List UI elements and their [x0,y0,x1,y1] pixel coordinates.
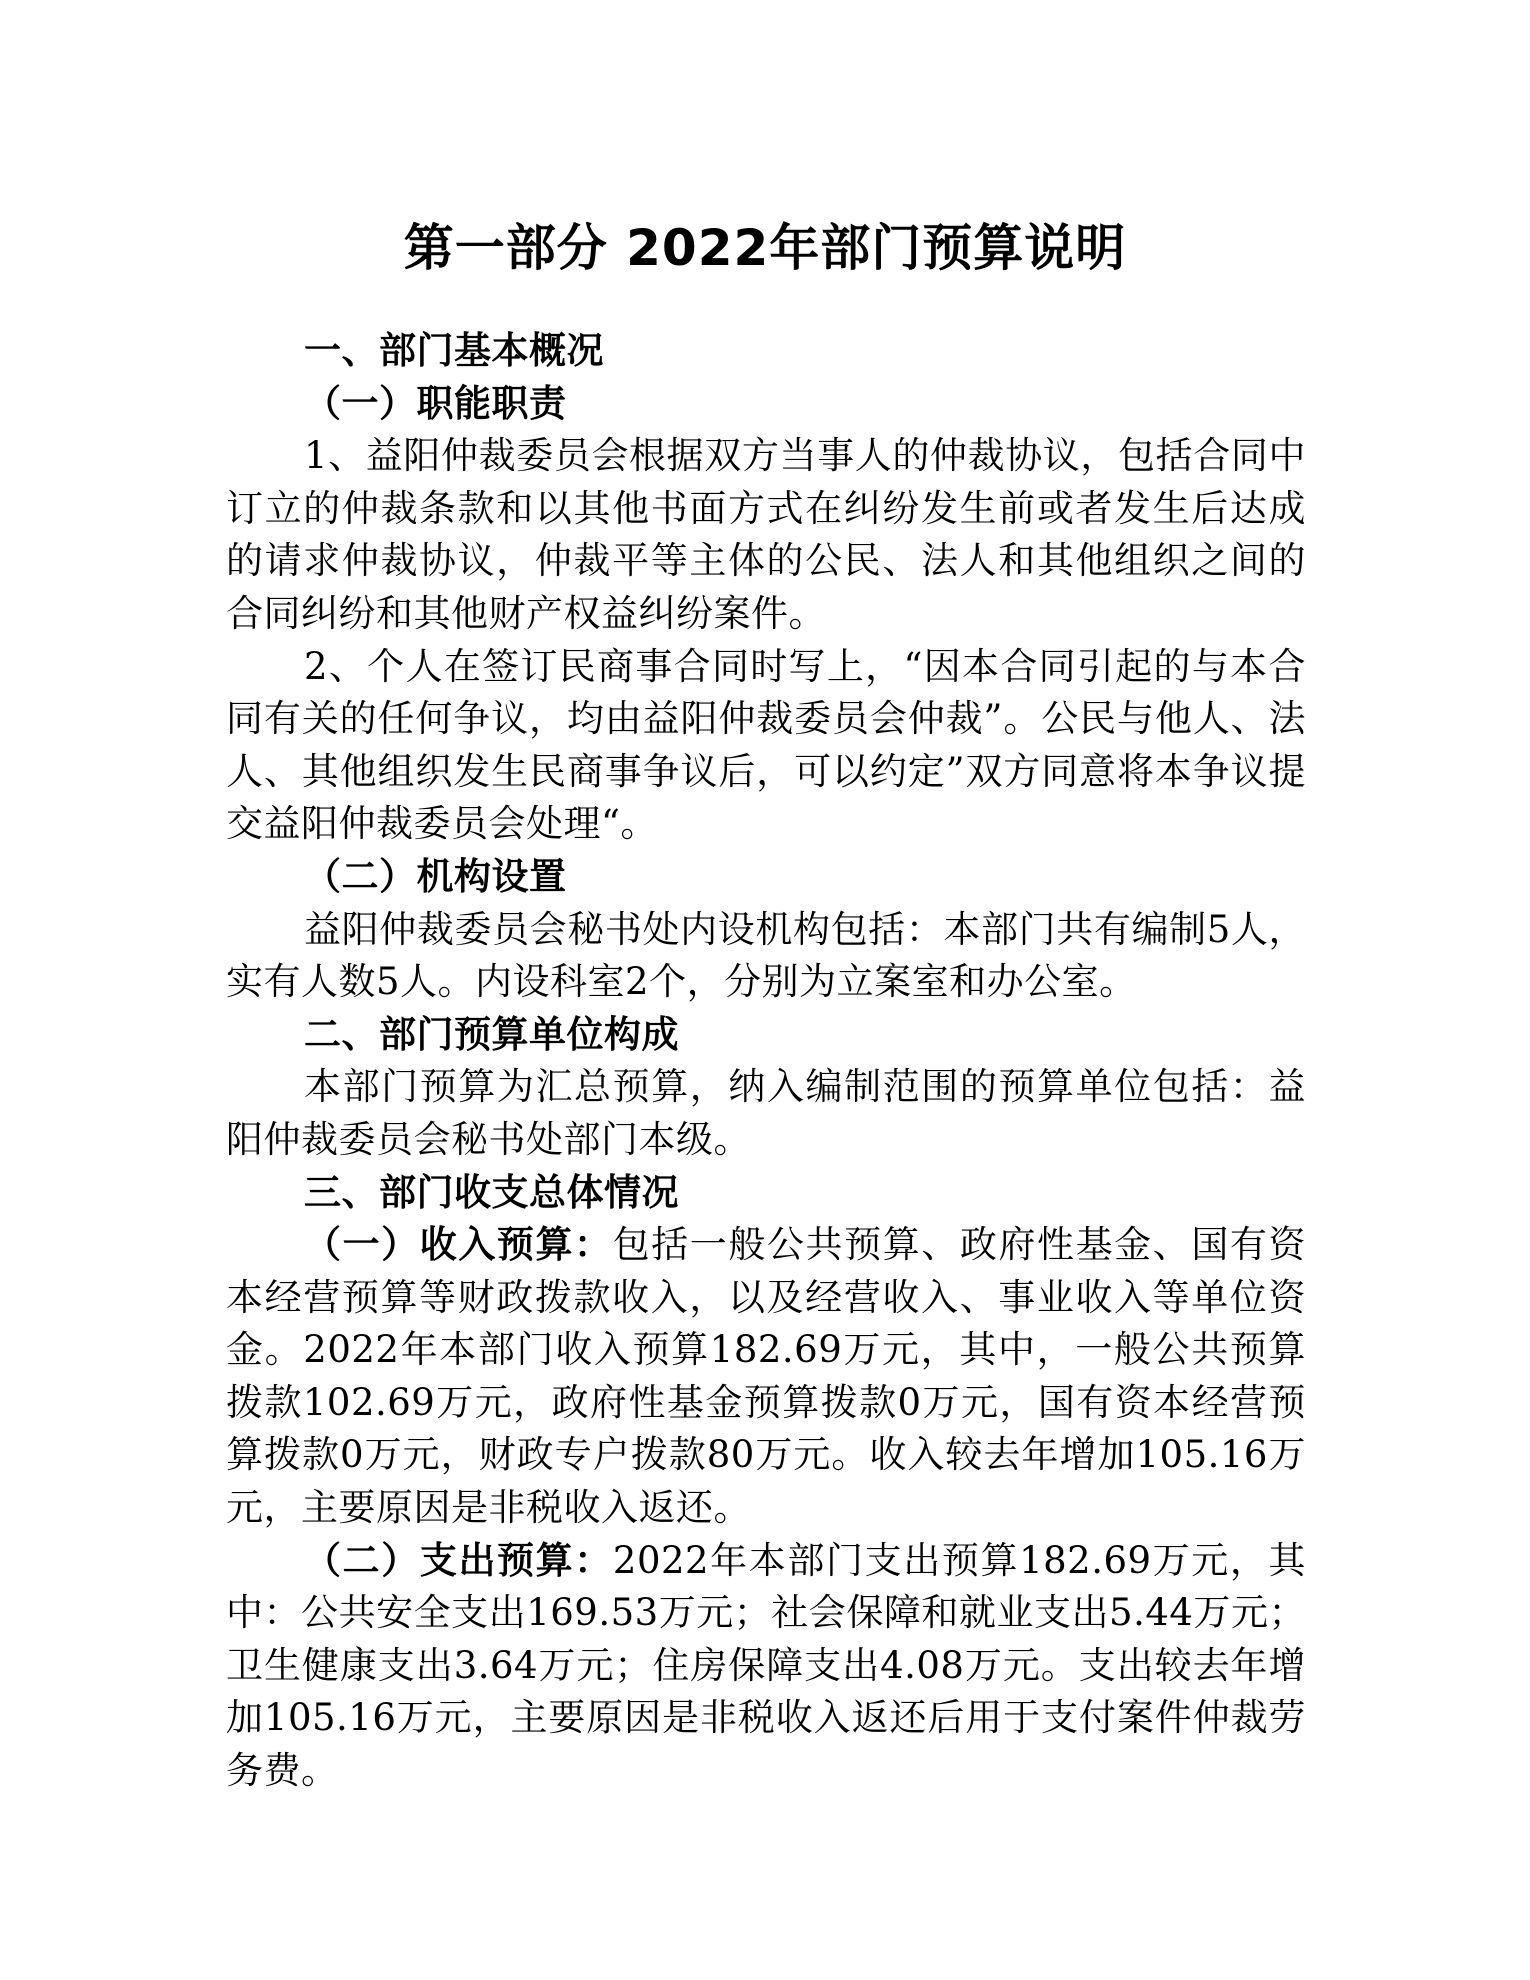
subsection-heading-functions: （一）职能职责 [304,381,567,425]
subsection-heading-organization: （二）机构设置 [304,854,567,898]
document-body [226,325,1306,1798]
section-heading-budget-units: 二、部门预算单位构成 [304,1012,679,1056]
paragraph-functions-2: 2、个人在签订民商事合同时写上，“因本合同引起的与本合同有关的任何争议，均由益阳仲裁委员会仲裁”。公民与他人、法人、其他组织发生民商事争议后，可以约定”双方同意将本争议提交益阳仲裁委员会处理“。 [226,644,1306,846]
paragraph-organization: 益阳仲裁委员会秘书处内设机构包括：本部门共有编制5人，实有人数5人。内设科室2个，分别为立案室和办公室。 [226,907,1306,1004]
paragraph-budget-units: 本部门预算为汇总预算，纳入编制范围的预算单位包括：益阳仲裁委员会秘书处部门本级。 [226,1065,1306,1161]
income-budget-text: 包括一般公共预算、政府性基金、国有资本经营预算等财政拨款收入，以及经营收入、事业收入等单位资金。2022年本部门收入预算182.69万元，其中，一般公共预算拨款102.69万元，政府性基金预算拨款0万元，国有资本经营预算拨款0万元，财政专户拨款80万元。收入较去年增加105.16万元，主要原因是非税收入返还。 [226,1223,1306,1530]
paragraph-expense-budget [226,1535,1306,1798]
paragraph-functions-1: 1、益阳仲裁委员会根据双方当事人的仲裁协议，包括合同中订立的仲裁条款和以其他书面方式在纠纷发生前或者发生后达成的请求仲裁协议，仲裁平等主体的公民、法人和其他组织之间的合同纠纷和其他财产权益纠纷案件。 [226,434,1306,635]
page-title: 第一部分 2022年部门预算说明 [403,219,1127,277]
paragraph-income-budget [226,1219,1306,1535]
income-budget-lead: （一）收入预算： [304,1223,613,1267]
expense-budget-text: 2022年本部门支出预算182.69万元，其中：公共安全支出169.53万元；社会保障和就业支出5.44万元；卫生健康支出3.64万元；住房保障支出4.08万元。支出较去年增加105.16万元，主要原因是非税收入返还后用于支付案件仲裁劳务费。 [226,1538,1306,1793]
section-heading-income-expense: 三、部门收支总体情况 [304,1170,679,1214]
expense-budget-lead: （二）支出预算： [304,1538,613,1582]
section-heading-overview: 一、部门基本概况 [304,329,604,372]
